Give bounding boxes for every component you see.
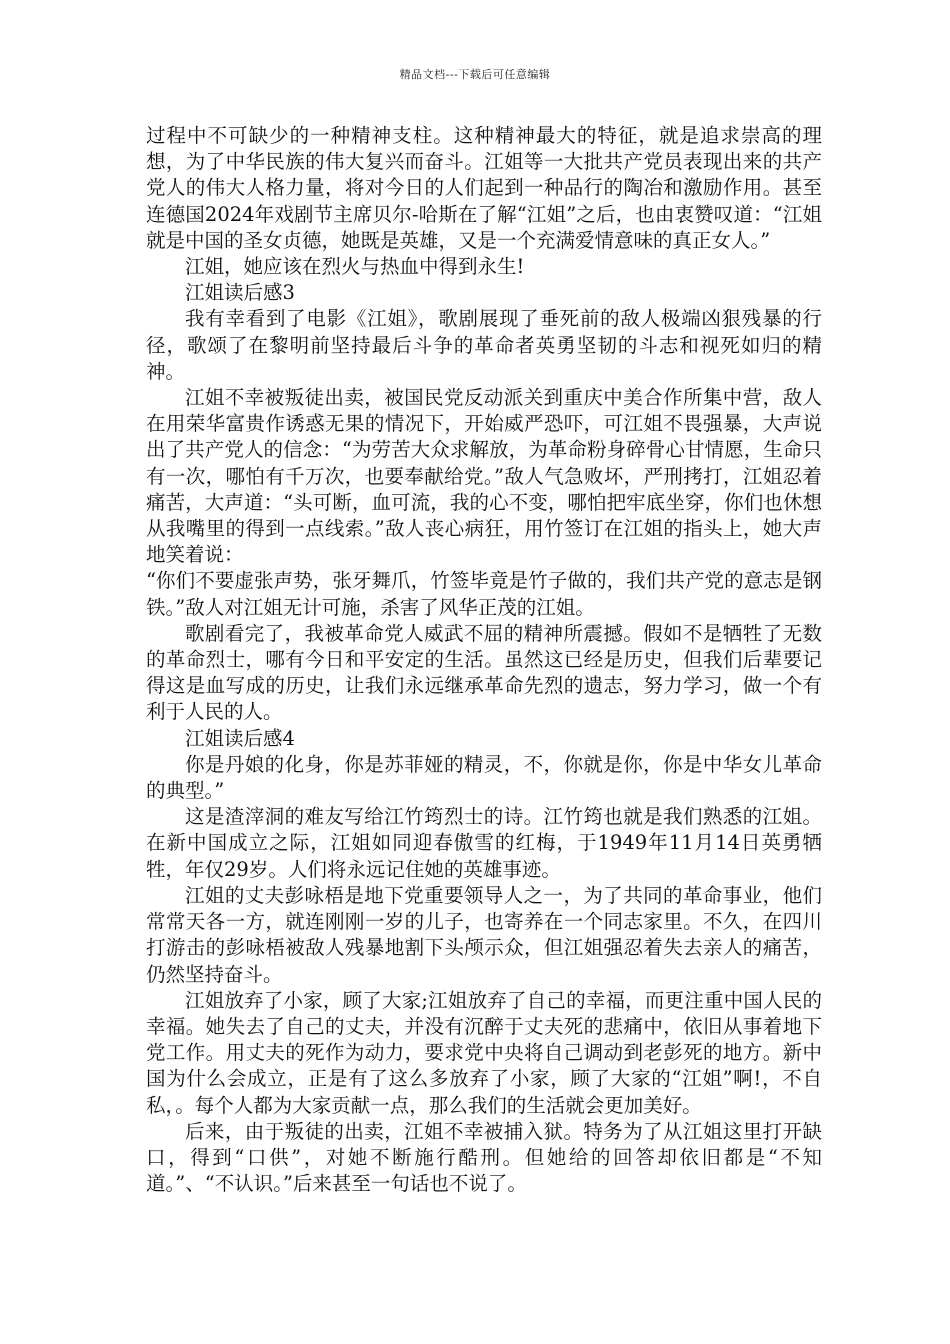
paragraph-arrest: 后来，由于叛徒的出卖，江姐不幸被捕入狱。特务为了从江姐这里打开缺口，得到“口供”，对她不断施行酷刑。但她给的回答却依旧都是“不知道。”、“不认识。”后来甚至一句话也不说了。 [146, 1119, 822, 1196]
section-heading-3: 江姐读后感3 [185, 281, 295, 305]
paragraph-continuation: 过程中不可缺少的一种精神支柱。这种精神最大的特征，就是追求崇高的理想，为了中华民族的伟大复兴而奋斗。江姐等一大批共产党员表现出来的共产党人的伟大人格力量，将对今日的人们起到一种品行的陶冶和激励作用。甚至连德国2024年戏剧节主席贝尔-哈斯在了解“江姐”之后，也由衷赞叹道：“江姐就是中国的圣女贞德，她既是英雄，又是一个充满爱情意味的真正女人。” [146, 124, 822, 252]
paragraph-poem: 你是丹娘的化身，你是苏菲娅的精灵，不，你就是你，你是中华女儿革命的典型。” [146, 752, 822, 803]
paragraph-sacrifice: 江姐放弃了小家，顾了大家;江姐放弃了自己的幸福，而更注重中国人民的幸福。她失去了自己的丈夫，并没有沉醉于丈夫死的悲痛中，依旧从事着地下党工作。用丈夫的死作为动力，要求党中央将自己调动到老彭死的地方。新中国为什么会成立，正是有了这么多放弃了小家，顾了大家的“江姐”啊!，不自私，。每个人都为大家贡献一点，那么我们的生活就会更加美好。 [146, 988, 822, 1117]
paragraph-eternal: 江姐，她应该在烈火与热血中得到永生! [185, 255, 525, 279]
document-body [146, 123, 822, 1197]
paragraph-quote-steel: “你们不要虚张声势，张牙舞爪，竹签毕竟是竹子做的，我们共产党的意志是钢铁。”敌人对江姐无计可施，杀害了风华正茂的江姐。 [146, 569, 822, 619]
page-header: 精品文档---下载后可任意编辑 [399, 68, 551, 81]
paragraph-betrayal: 江姐不幸被叛徒出卖，被国民党反动派关到重庆中美合作所集中营，敌人在用荣华富贵作诱惑无果的情况下，开始威严恐吓，可江姐不畏强暴，大声说出了共产党人的信念：“为劳苦大众求解放，为革命粉身碎骨心甘情愿，生命只有一次，哪怕有千万次，也要奉献给党。”敌人气急败坏，严刑拷打，江姐忍着痛苦，大声道：“头可断，血可流，我的心不变，哪怕把牢底坐穿，你们也休想从我嘴里的得到一点线索。”敌人丧心病狂，用竹签订在江姐的指头上，她大声地笑着说： [146, 386, 822, 567]
paragraph-film-intro: 我有幸看到了电影《江姐》，歌剧展现了垂死前的敌人极端凶狠残暴的行径，歌颂了在黎明前坚持最后斗争的革命者英勇坚韧的斗志和视死如归的精神。 [146, 307, 822, 383]
paragraph-opera-reflection: 歌剧看完了，我被革命党人威武不屈的精神所震撼。假如不是牺牲了无数的革命烈士，哪有今日和平安定的生活。虽然这已经是历史，但我们后辈要记得这是血写成的历史，让我们永远继承革命先烈的遗志，努力学习，做一个有利于人民的人。 [146, 621, 822, 724]
section-heading-4: 江姐读后感4 [185, 726, 295, 750]
paragraph-husband: 江姐的丈夫彭咏梧是地下党重要领导人之一，为了共同的革命事业，他们常常天各一方，就连刚刚一岁的儿子，也寄养在一个同志家里。不久，在四川打游击的彭咏梧被敌人残暴地割下头颅示众，但江姐强忍着失去亲人的痛苦，仍然坚持奋斗。 [146, 883, 822, 986]
paragraph-zhazidong: 这是渣滓洞的难友写给江竹筠烈士的诗。江竹筠也就是我们熟悉的江姐。在新中国成立之际，江姐如同迎春傲雪的红梅，于1949年11月14日英勇牺牲，年仅29岁。人们将永远记住她的英雄事迹。 [146, 805, 822, 881]
